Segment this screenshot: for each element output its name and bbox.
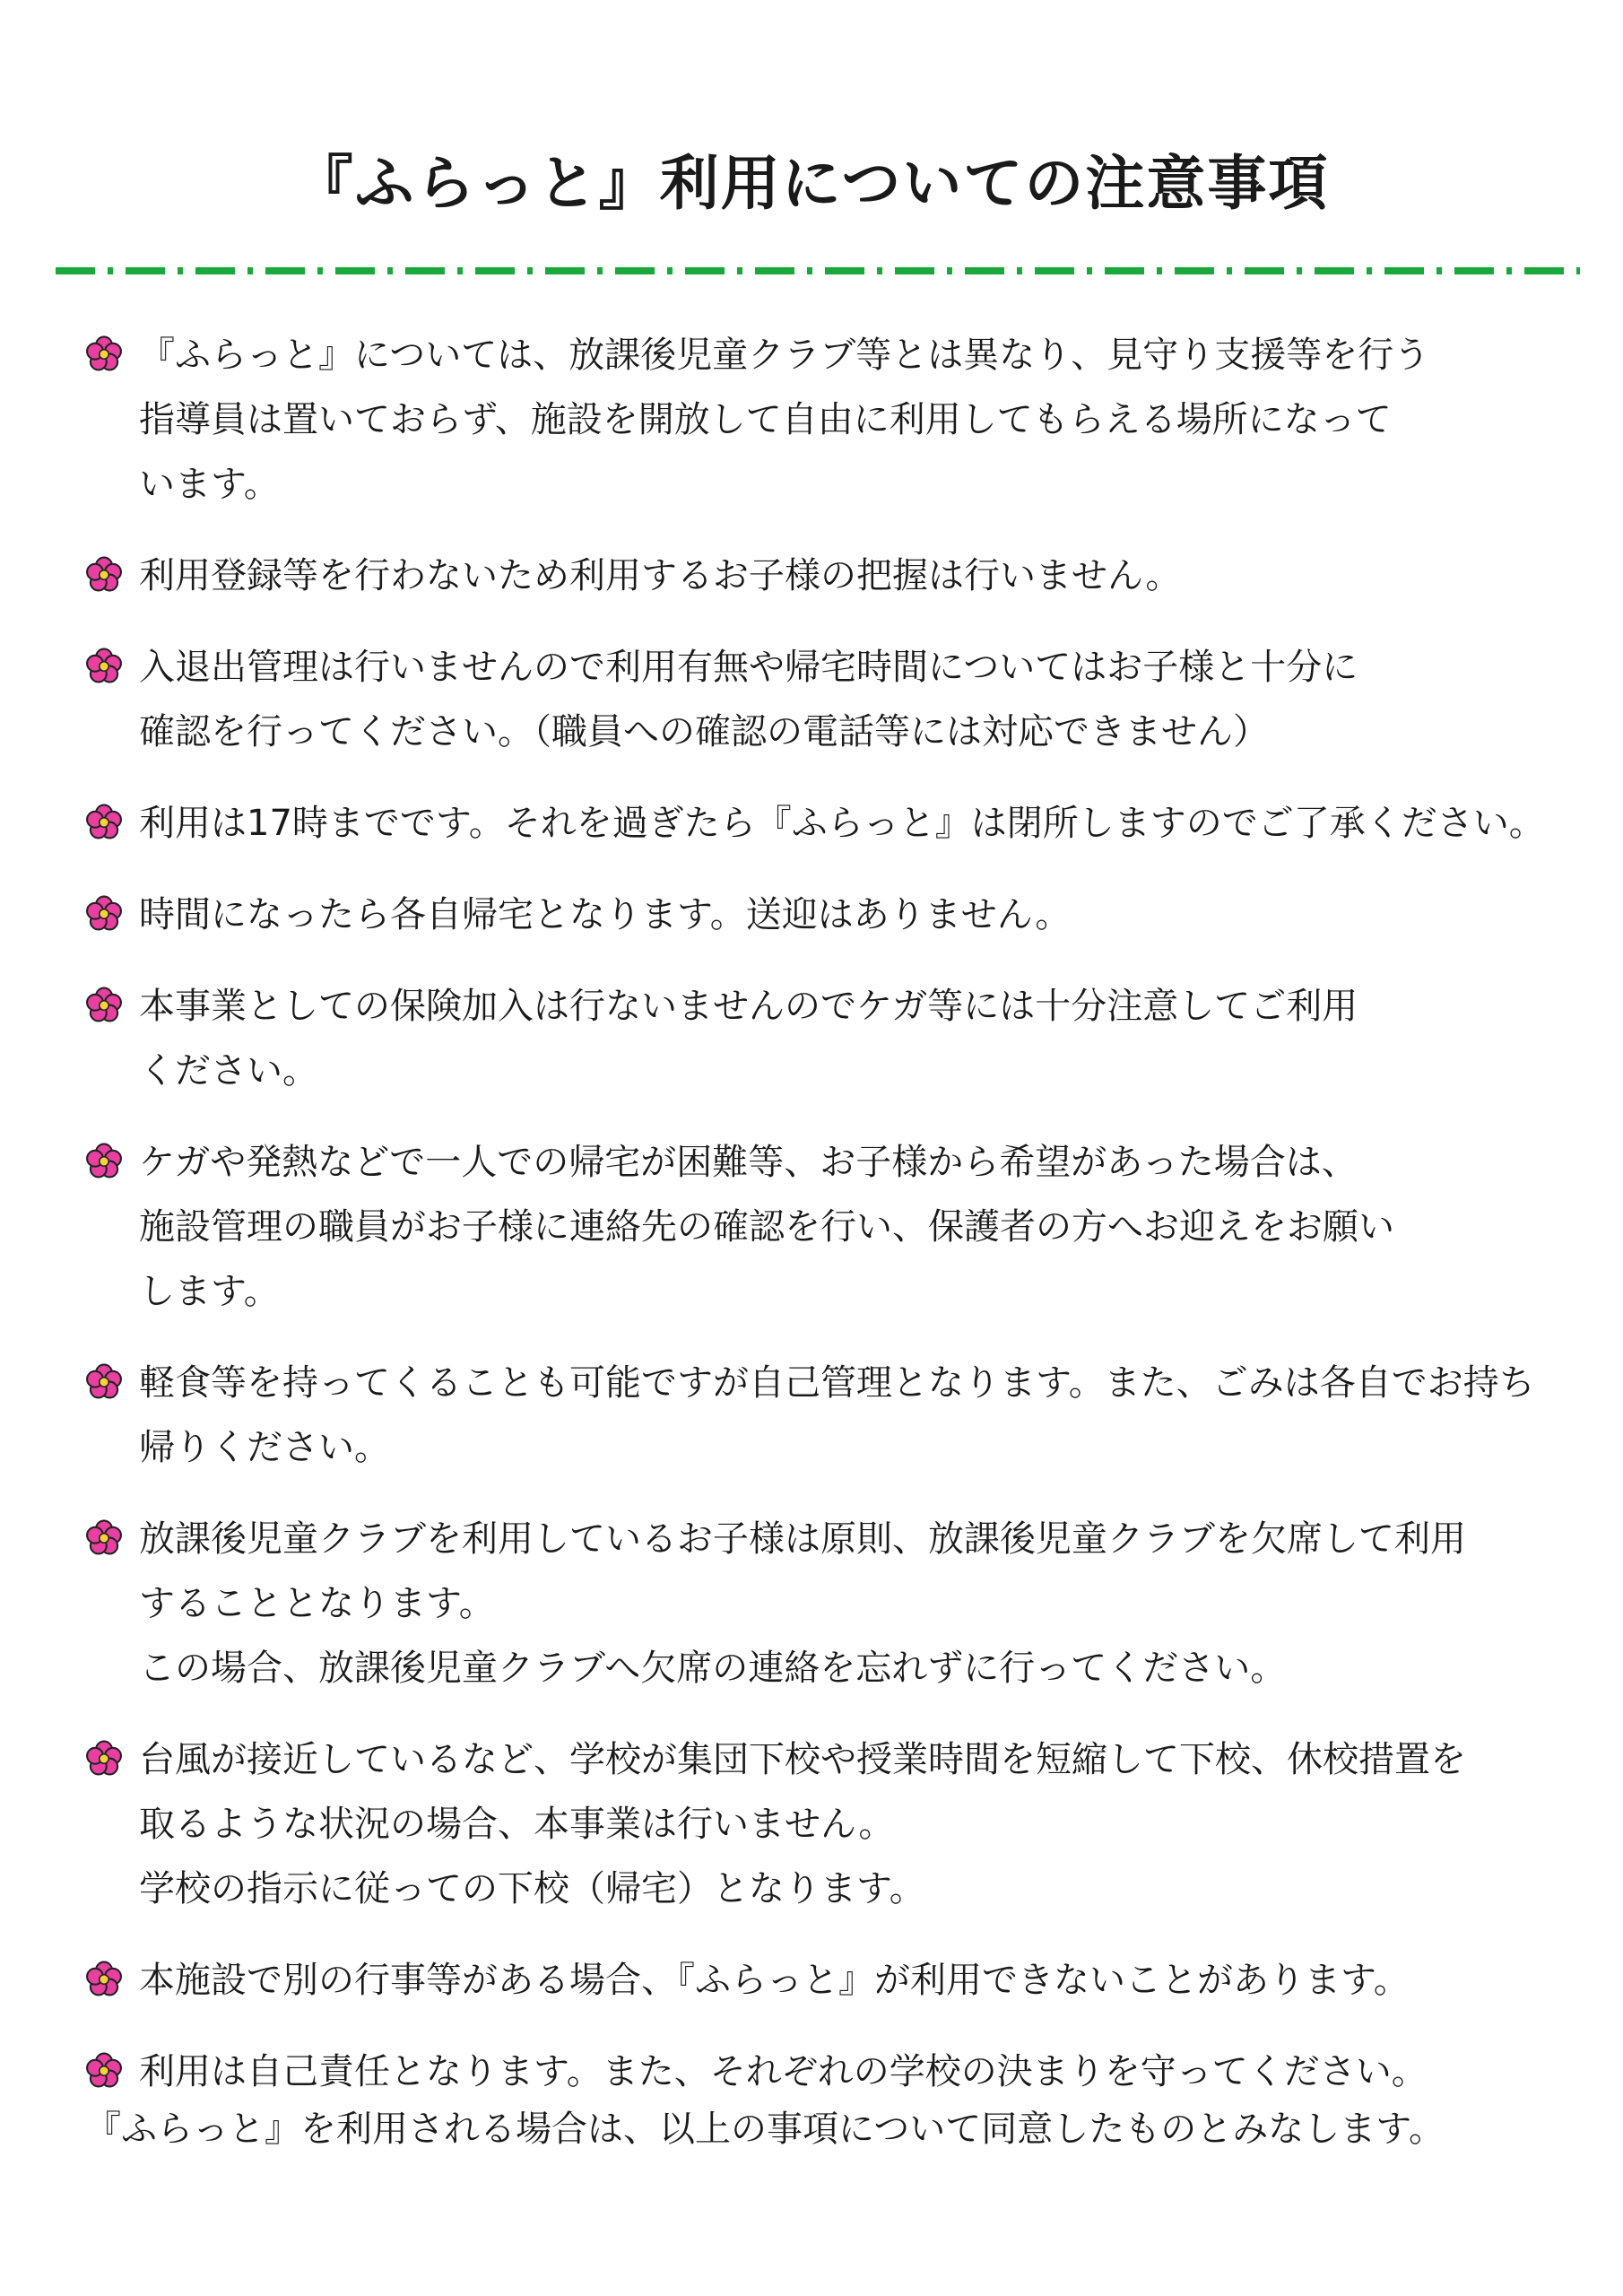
flower-bullet-icon [85,2052,123,2090]
flower-bullet-icon [85,987,123,1024]
notice-line: この場合、放課後児童クラブへ欠席の連絡を忘れずに行ってください。 [139,1648,1287,1689]
notice-item [85,323,1592,517]
notice-line: 指導員は置いておらず、施設を開放して自由に利用してもらえる場所になって [139,399,1392,440]
notice-item [85,1507,1592,1700]
flower-bullet-icon [85,556,123,594]
notice-line: 本施設で別の行事等がある場合、『ふらっと』が利用できないことがあります。 [139,1960,1410,2001]
notice-line: 入退出管理は行いませんので利用有無や帰宅時間についてはお子様と十分に [139,647,1358,688]
notice-line: 帰りください。 [139,1427,390,1468]
notice-line: 放課後児童クラブを利用しているお子様は原則、放課後児童クラブを欠席して利用 [139,1518,1466,1560]
notice-line: 軽食等を持ってくることも可能ですが自己管理となります。また、ごみは各自でお持ち [139,1362,1535,1404]
notice-line: 本事業としての保険加入は行ないませんのでケガ等には十分注意してご利用 [139,986,1358,1027]
closing-statement: 『ふらっと』を利用される場合は、以上の事項について同意したものとみなします。 [85,2109,1445,2150]
notice-line: することとなります。 [139,1583,495,1624]
notice-line: います。 [139,464,280,505]
flower-bullet-icon [85,895,123,933]
flower-bullet-icon [85,804,123,841]
notice-item [85,1948,1592,2013]
flower-bullet-icon [85,1143,123,1180]
notice-line: 『ふらっと』については、放課後児童クラブ等とは異なり、見守り支援等を行う [139,335,1430,376]
flower-bullet-icon [85,335,123,373]
notice-item [85,974,1592,1103]
notice-line: 利用は17時までです。それを過ぎたら『ふらっと』は閉所しますのでご了承ください。 [139,803,1545,844]
notice-line: します。 [139,1271,280,1312]
dash-dot-divider [56,267,1580,274]
notice-line: 利用は自己責任となります。また、それぞれの学校の決まりを守ってください。 [139,2051,1428,2092]
notice-item [85,1130,1592,1324]
notice-line: 取るような状況の場合、本事業は行いません。 [139,1804,895,1845]
notice-line: 時間になったら各自帰宅となります。送迎はありません。 [139,894,1072,935]
flower-bullet-icon [85,1519,123,1557]
flower-bullet-icon [85,1363,123,1401]
notice-item [85,2039,1592,2104]
notice-item [85,1727,1592,1921]
notice-line: 台風が接近しているなど、学校が集団下校や授業時間を短縮して下校、休校措置を [139,1739,1466,1780]
notice-item [85,544,1592,608]
notice-line: 利用登録等を行わないため利用するお子様の把握は行いません。 [139,555,1182,596]
notice-line: 確認を行ってください。（職員への確認の電話等には対応できません） [139,711,1269,752]
notice-line: 施設管理の職員がお子様に連絡先の確認を行い、保護者の方へお迎えをお願い [139,1206,1394,1248]
flower-bullet-icon [85,1961,123,1998]
notice-item [85,1351,1592,1480]
flower-bullet-icon [85,1740,123,1778]
notice-line: ケガや発熱などで一人での帰宅が困難等、お子様から希望があった場合は、 [139,1142,1358,1183]
flower-bullet-icon [85,648,123,685]
page-title: 『ふらっと』利用についての注意事項 [293,149,1330,218]
notice-item [85,883,1592,947]
notice-line: 学校の指示に従っての下校（帰宅）となります。 [139,1868,925,1909]
notice-item [85,791,1592,856]
notice-list [85,323,1592,2131]
notice-line: ください。 [139,1050,318,1091]
notice-item [85,635,1592,764]
